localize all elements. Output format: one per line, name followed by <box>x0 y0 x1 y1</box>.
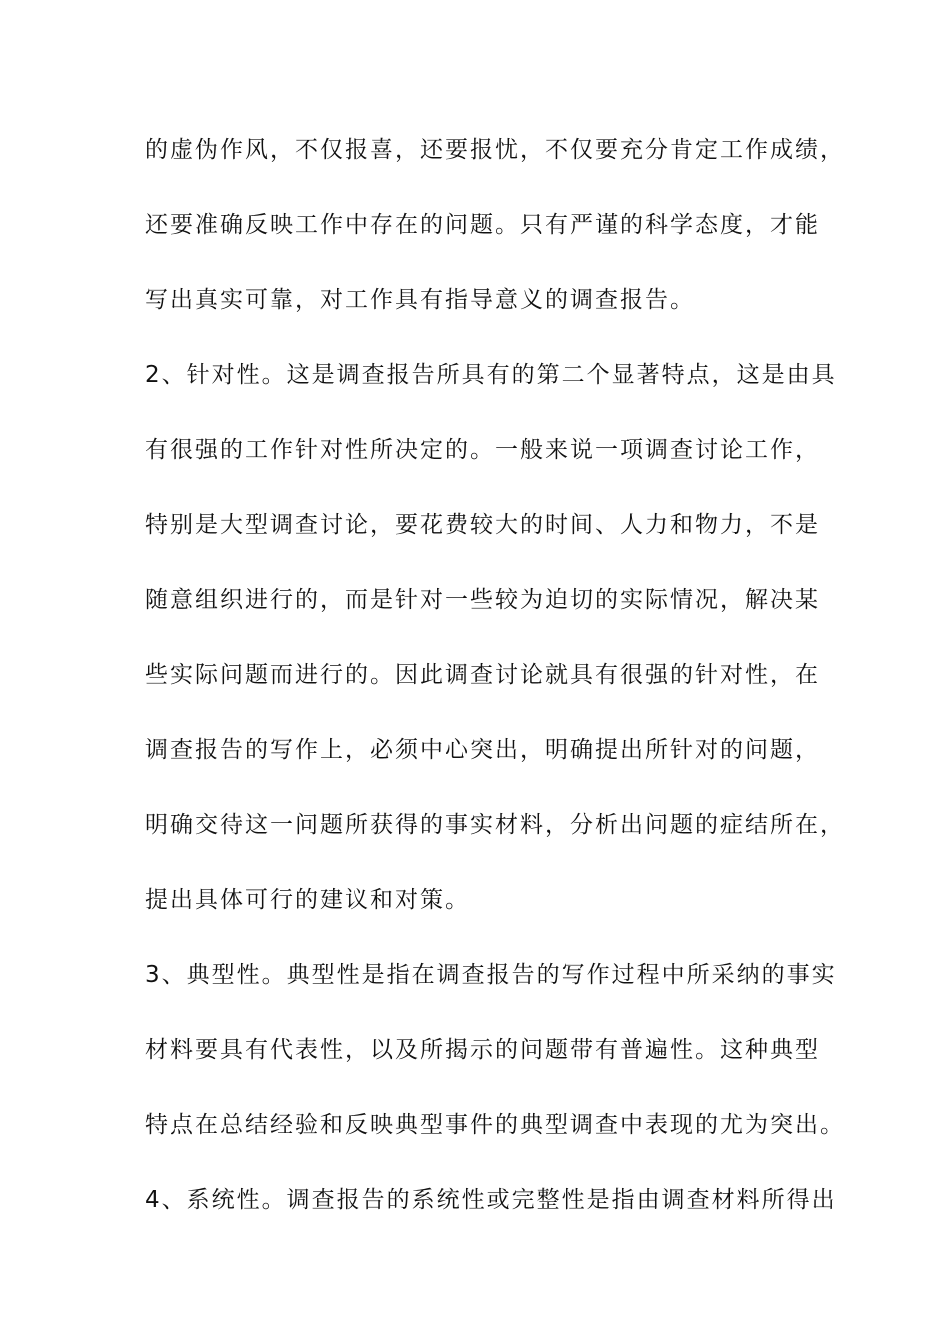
text-line: 3、典型性。典型性是指在调查报告的写作过程中所采纳的事实 <box>145 962 837 988</box>
text-line: 特点在总结经验和反映典型事件的典型调查中表现的尤为突出。 <box>145 1112 845 1138</box>
text-line: 提出具体可行的建议和对策。 <box>145 887 470 913</box>
text-line: 4、系统性。调查报告的系统性或完整性是指由调查材料所得出 <box>145 1187 837 1213</box>
text-line: 写出真实可靠，对工作具有指导意义的调查报告。 <box>145 287 695 313</box>
text-line: 特别是大型调查讨论，要花费较大的时间、人力和物力，不是 <box>145 512 820 538</box>
text-line: 调查报告的写作上，必须中心突出，明确提出所针对的问题， <box>145 737 820 763</box>
text-line: 明确交待这一问题所获得的事实材料，分析出问题的症结所在， <box>145 812 845 838</box>
text-line: 2、针对性。这是调查报告所具有的第二个显著特点，这是由具 <box>145 362 837 388</box>
text-line: 还要准确反映工作中存在的问题。只有严谨的科学态度，才能 <box>145 212 820 238</box>
text-line: 些实际问题而进行的。因此调查讨论就具有很强的针对性，在 <box>145 662 820 688</box>
text-line: 随意组织进行的，而是针对一些较为迫切的实际情况，解决某 <box>145 587 820 613</box>
text-line: 的虚伪作风，不仅报喜，还要报忧，不仅要充分肯定工作成绩， <box>145 137 845 163</box>
text-line: 材料要具有代表性，以及所揭示的问题带有普遍性。这种典型 <box>145 1037 820 1063</box>
text-line: 有很强的工作针对性所决定的。一般来说一项调查讨论工作， <box>145 437 820 463</box>
